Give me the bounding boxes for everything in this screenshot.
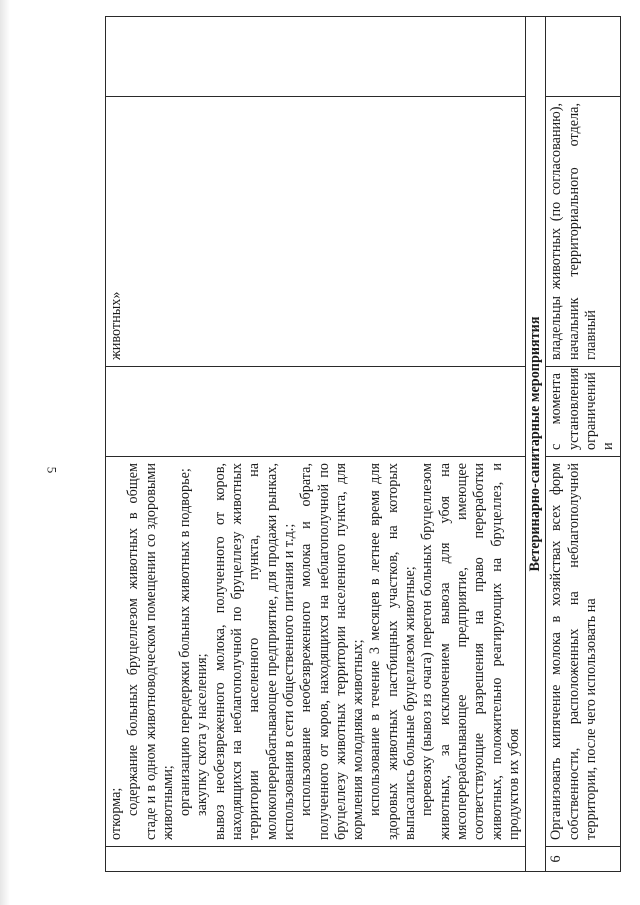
- measure-text: Организовать кипячение молока в хозяйствах всех форм собственности, расположенных на неблагополучной территории, после чего использовать на: [546, 457, 620, 847]
- measures-table: [105, 16, 621, 872]
- measure-item: перевозку (вывоз из очага) перегон больных бруцеллезом животных, за исключением вывоза для убоя на мясоперерабатывающее предприятие, имеющее соответствующие разрешения на право переработки животных, положительно реагирующих на бруцеллез, и продуктов их убоя: [419, 463, 522, 840]
- responsible-text: животных»: [108, 291, 124, 360]
- measures-cell: [106, 457, 526, 847]
- section-title: Ветеринарно-санитарные мероприятия: [526, 17, 546, 872]
- row-number: 6: [546, 847, 620, 872]
- measure-item: использование необезвреженного молока и обрата, полученного от коров, находящихся на неблагополучной по бруцеллезу животных территории населенного пункта, для кормления молодняка животных;: [298, 463, 367, 840]
- measure-item: закупку скота у населения;: [194, 653, 211, 816]
- measure-item: содержание больных бруцеллезом животных в общем стаде и в одном животноводческом помещении со здоровыми животными;: [125, 463, 176, 840]
- note-cell: [106, 17, 526, 97]
- measure-item: вывоз необезвреженного молока, полученного от коров, находящихся на неблагополучной по бруцеллезу животных территории населенного пункта, на молокоперерабатывающее предприятие, для продажи рынках, использования в сети общественного питания и т.д.;: [211, 463, 297, 840]
- scan-edge-shadow: [0, 0, 10, 905]
- note-cell: [546, 17, 620, 97]
- section-row: [526, 17, 546, 872]
- term-text: с момента установления ограничений и: [546, 367, 620, 457]
- term-cell: [106, 367, 526, 457]
- measure-item: откорма;: [108, 787, 124, 840]
- table-row: [106, 17, 526, 872]
- responsible-text: владельцы животных (по согласованию), начальник территориального отдела, главный: [546, 97, 620, 367]
- rotated-table-page: [105, 17, 617, 872]
- measure-item: организацию передержки больных животных в подворье;: [177, 468, 194, 816]
- measure-item: использование в течение 3 месяцев в летнее время для здоровых животных пастбищных участков, на которых выпасались больные бруцеллезом животные;: [367, 463, 419, 840]
- responsible-cell: [106, 97, 526, 367]
- row-number-cell: [106, 847, 526, 872]
- page-number: 5: [44, 466, 60, 474]
- table-row: [546, 17, 620, 872]
